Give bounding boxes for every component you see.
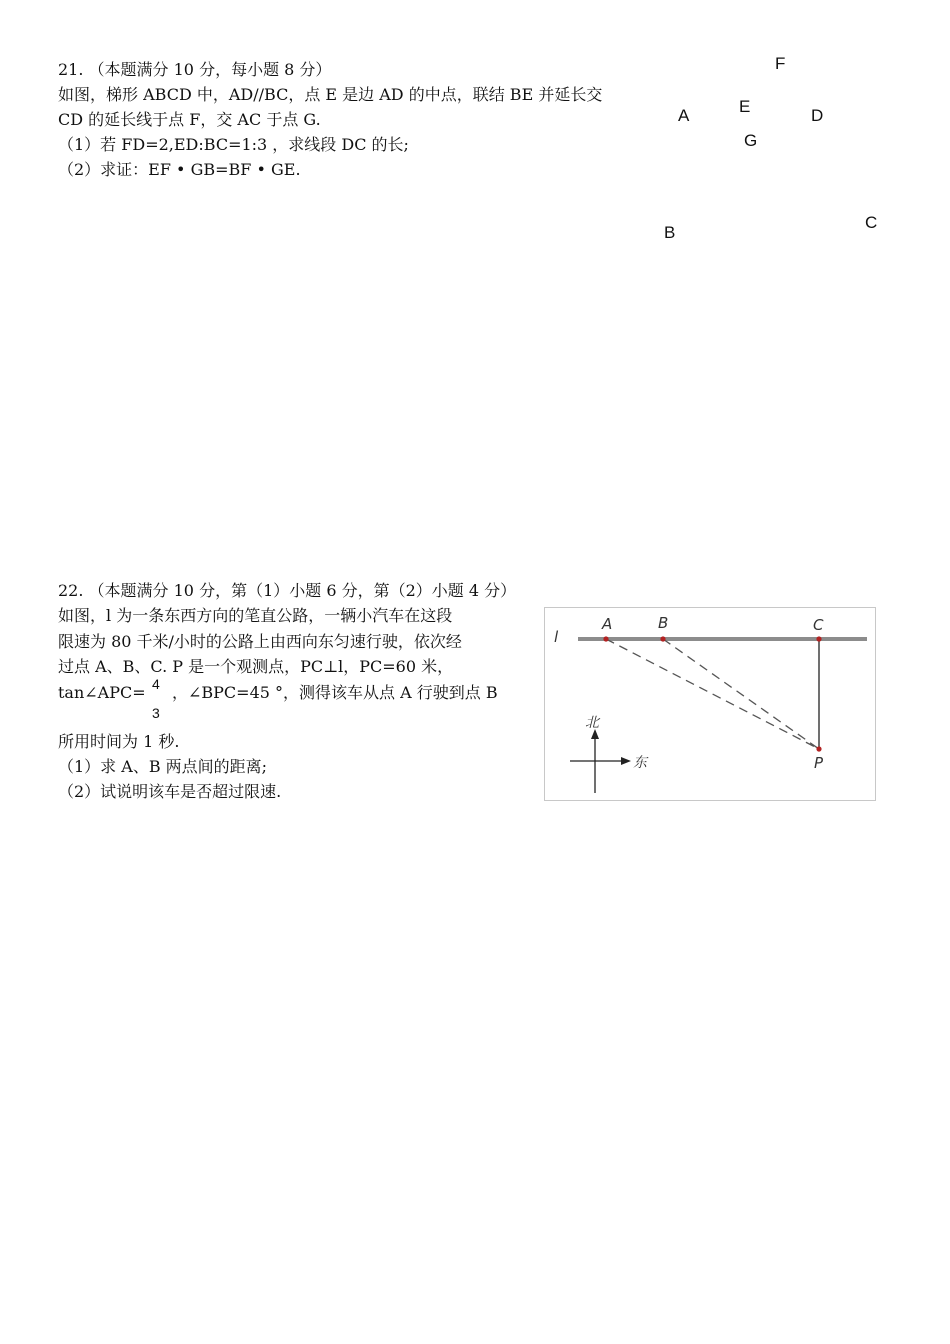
east-arrow-icon [621,757,631,765]
point-label-a: A [602,615,613,633]
q22-figure-drawing [545,608,875,800]
line-bp [663,639,819,749]
q21-text-line1: 如图，梯形 ABCD 中，AD//BC，点 E 是边 AD 的中点，联结 BE 并延长交 [58,85,603,104]
q22-text-line2: 限速为 80 千米/小时的公路上由西向东匀速行驶，依次经 [58,632,462,651]
q21-text-line2: CD 的延长线于点 F，交 AC 于点 G. [58,110,321,129]
q21-header: 21. （本题满分 10 分，每小题 8 分） [58,60,332,79]
q22-fraction-denominator: 3 [152,705,160,721]
point-label-c: C [813,616,824,634]
line-ap [606,639,819,749]
q21-part2: （2）求证：EF • GB=BF • GE. [58,160,301,179]
q21-part1: （1）若 FD=2,ED:BC=1:3 ，求线段 DC 的长; [58,135,409,154]
q22-text-line4-end: ，∠BPC=45 °，测得该车从点 A 行驶到点 B [172,683,498,702]
q22-part2: （2）试说明该车是否超过限速. [58,782,282,801]
q21-label-f: F [775,54,786,73]
point-b [660,636,665,641]
point-c [816,636,821,641]
q22-fraction-numerator: 4 [152,676,160,692]
q22-text-line1: 如图，l 为一条东西方向的笔直公路，一辆小汽车在这段 [58,606,453,625]
q22-figure [544,607,876,801]
q22-part1: （1）求 A、B 两点间的距离; [58,757,268,776]
road-label-l: l [554,628,559,646]
q21-label-d: D [811,106,824,125]
point-label-b: B [658,614,669,632]
compass-north-label: 北 [585,715,599,731]
point-label-p: P [814,754,824,772]
q21-label-e: E [739,97,751,116]
q22-header: 22. （本题满分 10 分，第（1）小题 6 分，第（2）小题 4 分） [58,581,517,600]
point-p [816,746,821,751]
point-a [603,636,608,641]
q21-label-c: C [865,213,878,232]
q21-label-a: A [678,106,690,125]
q22-text-line5: 所用时间为 1 秒. [58,732,180,751]
q22-text-line4-start: tan∠APC= [58,683,146,702]
q22-text-line3: 过点 A、B、C. P 是一个观测点，PC⊥l，PC=60 米， [58,657,454,676]
compass-east-label: 东 [633,755,647,771]
q21-label-b: B [664,223,676,242]
q21-label-g: G [744,131,758,150]
